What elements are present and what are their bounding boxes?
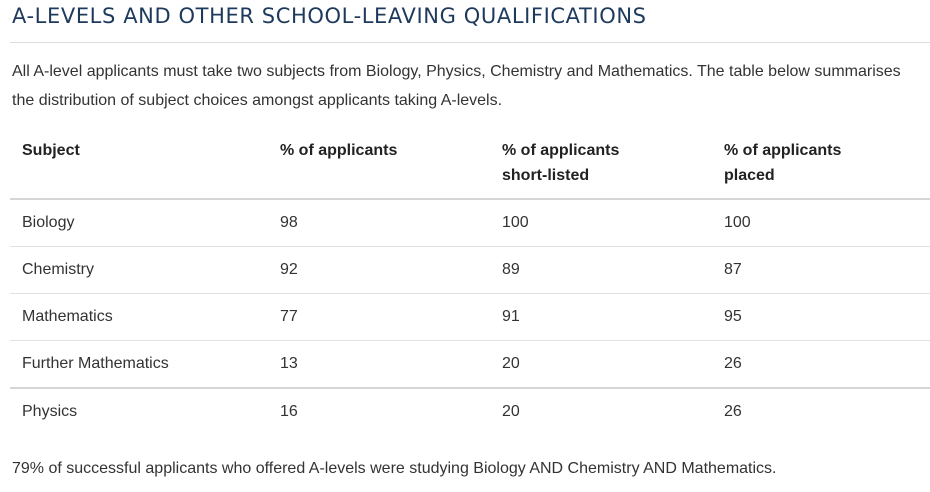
intro-paragraph: All A-level applicants must take two subjects from Biology, Physics, Chemistry and Mathematics. The table below summarises the distribution of subject choices amongst applicants taking A-levels. bbox=[12, 63, 901, 109]
cell-applicants: 92 bbox=[268, 247, 490, 294]
cell-shortlisted: 91 bbox=[490, 294, 712, 341]
cell-subject: Physics bbox=[22, 403, 78, 420]
cell-shortlisted: 20 bbox=[502, 403, 520, 420]
header-shortlisted-line2: short-listed bbox=[502, 167, 590, 184]
cell-subject: Biology bbox=[10, 199, 268, 247]
header-applicants bbox=[268, 129, 490, 199]
cell-placed: 100 bbox=[712, 199, 930, 247]
header-subject-label: Subject bbox=[22, 142, 80, 159]
cell-placed: 95 bbox=[712, 294, 930, 341]
header-placed-line2: placed bbox=[724, 167, 775, 184]
header-subject bbox=[10, 129, 268, 199]
table-body bbox=[10, 199, 930, 435]
table-row bbox=[10, 247, 930, 294]
header-placed-line1: % of applicants bbox=[724, 142, 842, 159]
cell-placed: 26 bbox=[712, 341, 930, 389]
cell-subject: Mathematics bbox=[10, 294, 268, 341]
cell-subject: Further Mathematics bbox=[10, 341, 268, 389]
table-row bbox=[10, 388, 930, 435]
cell-applicants: 16 bbox=[280, 403, 298, 420]
heading-divider bbox=[10, 42, 930, 43]
cell-subject: Chemistry bbox=[10, 247, 268, 294]
header-applicants-label: % of applicants bbox=[280, 142, 398, 159]
cell-applicants: 77 bbox=[268, 294, 490, 341]
table-row bbox=[10, 294, 930, 341]
header-shortlisted bbox=[490, 129, 712, 199]
cell-shortlisted: 100 bbox=[490, 199, 712, 247]
cell-placed: 87 bbox=[712, 247, 930, 294]
cell-applicants: 13 bbox=[268, 341, 490, 389]
table-header bbox=[10, 129, 930, 199]
cell-shortlisted: 20 bbox=[490, 341, 712, 389]
table-row bbox=[10, 341, 930, 389]
header-placed bbox=[712, 129, 930, 199]
table-row bbox=[10, 199, 930, 247]
section-heading: A-LEVELS AND OTHER SCHOOL-LEAVING QUALIFICATIONS bbox=[12, 4, 647, 28]
footnote: 79% of successful applicants who offered A-levels were studying Biology AND Chemistry AND Mathematics. bbox=[12, 460, 777, 477]
cell-applicants: 98 bbox=[268, 199, 490, 247]
header-shortlisted-line1: % of applicants bbox=[502, 142, 620, 159]
cell-placed: 26 bbox=[724, 403, 742, 420]
cell-shortlisted: 89 bbox=[490, 247, 712, 294]
table-header-row bbox=[10, 129, 930, 199]
subject-distribution-table bbox=[10, 129, 930, 435]
